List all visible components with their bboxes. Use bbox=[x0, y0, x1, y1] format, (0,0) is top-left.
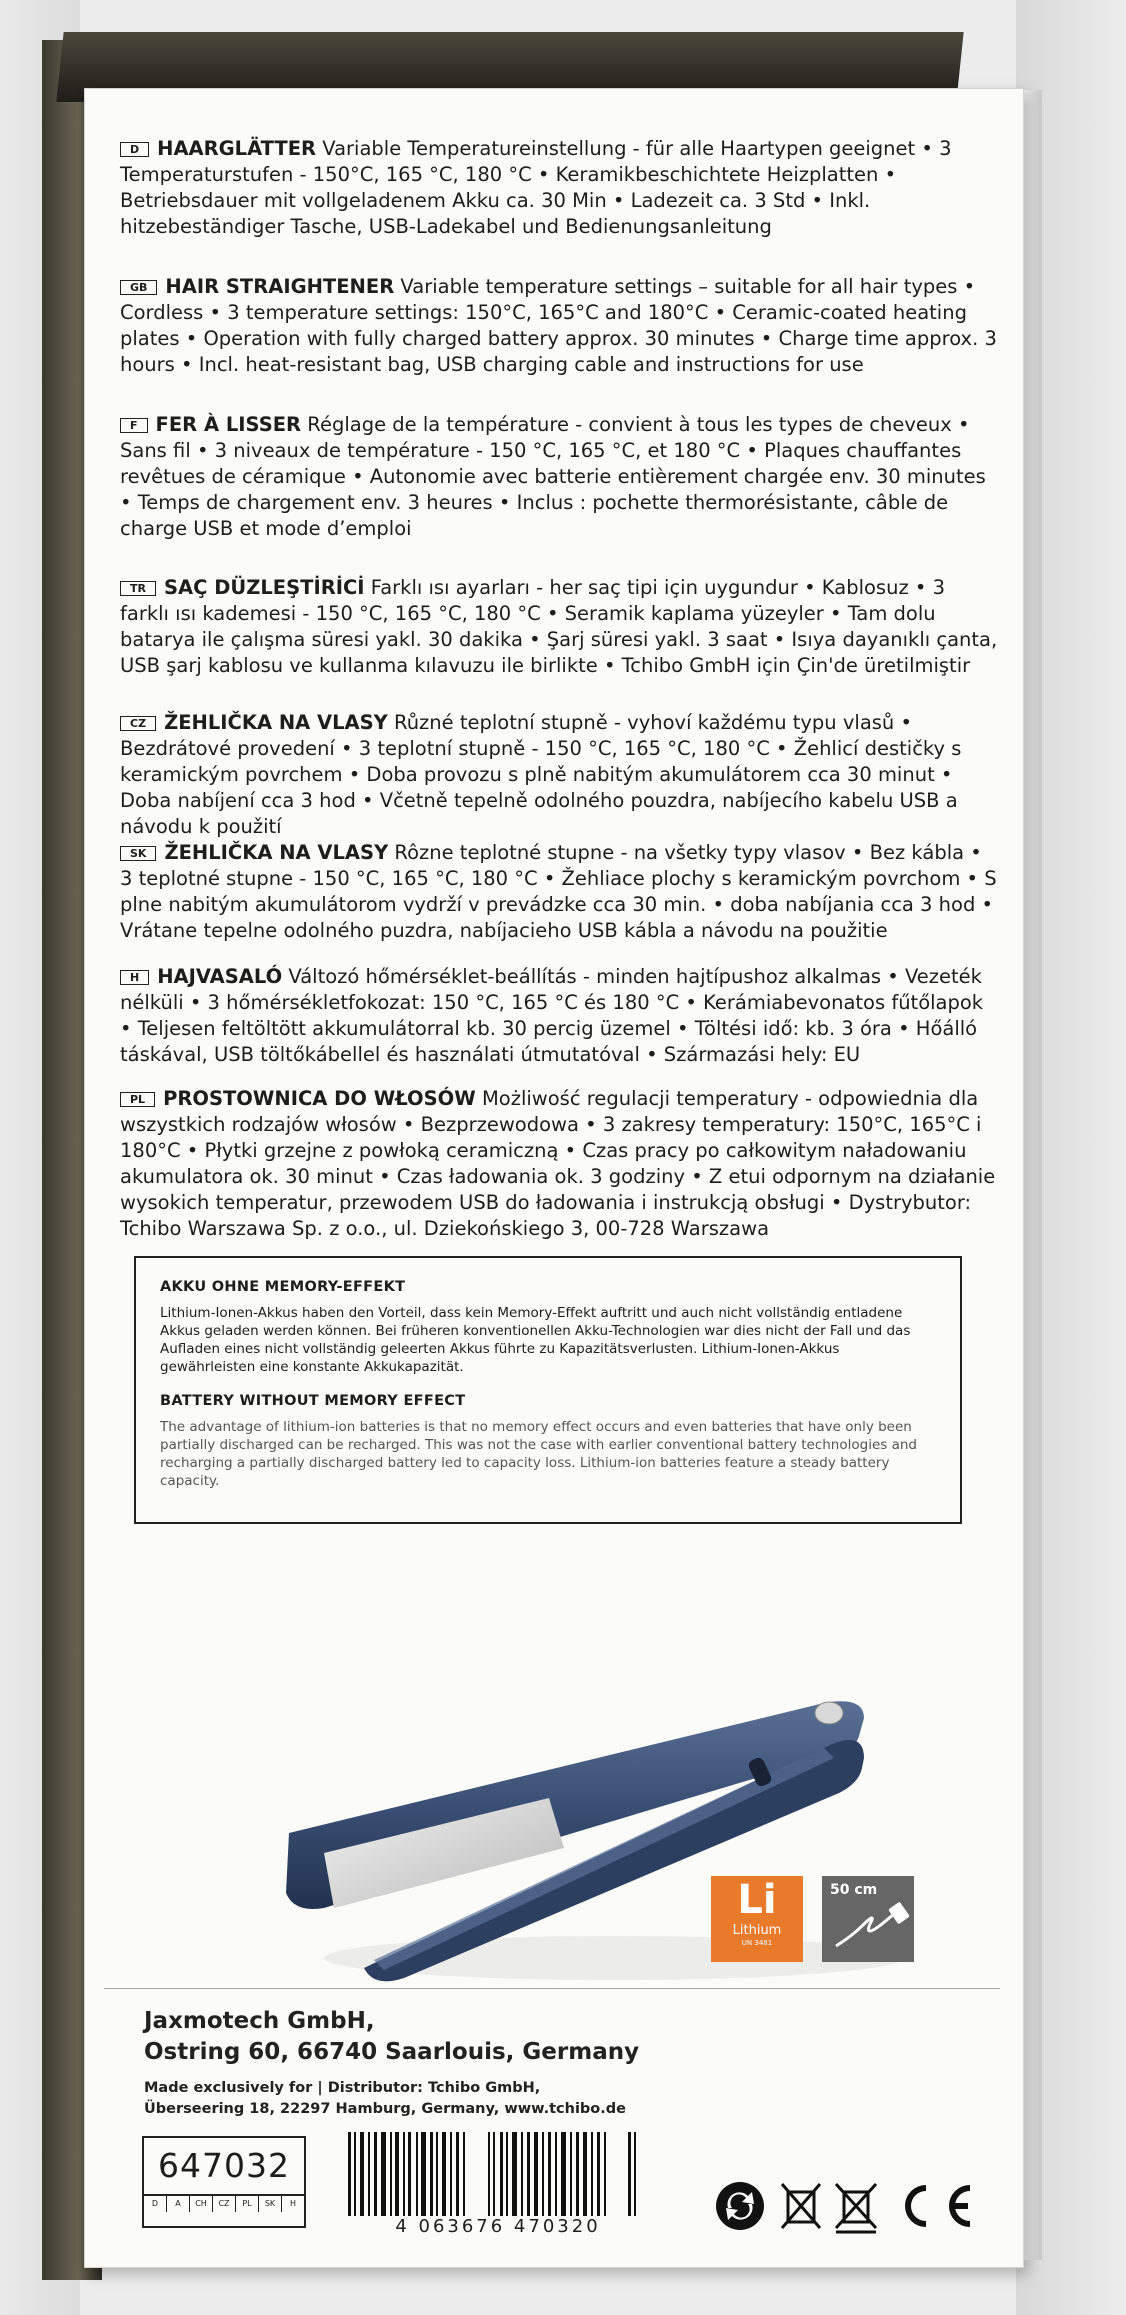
battery-title-en: BATTERY WITHOUT MEMORY EFFECT bbox=[160, 1393, 466, 1409]
lang-block-de bbox=[120, 136, 1000, 240]
compliance-symbols bbox=[712, 2178, 1012, 2234]
country-code: CZ bbox=[213, 2196, 236, 2212]
country-code: CH bbox=[190, 2196, 213, 2212]
lang-text: Variable Temperatureinstellung - für alle Haartypen geeignet • 3 Temperaturstufen - 150°C, 165 °C, 180 °C • Keramikbeschichtete Heizplatten • Betriebsdauer mit vollgeladenem Akku ca. 30 Min • Ladezeit ca. 3 Std • Inkl. hitzebeständiger Tasche, USB-Ladekabel und Bedienungsanleitung bbox=[120, 137, 952, 238]
lang-code-badge: GB bbox=[120, 280, 157, 295]
cable-length-label: 50 cm bbox=[830, 1882, 878, 1898]
lang-title: HAIR STRAIGHTENER bbox=[165, 275, 395, 298]
lang-title: ŽEHLIČKA NA VLASY bbox=[164, 841, 389, 864]
lang-title: ŽEHLIČKA NA VLASY bbox=[164, 711, 388, 734]
lang-code-badge: F bbox=[120, 418, 148, 433]
country-code: A bbox=[167, 2196, 190, 2212]
battery-text-en: The advantage of lithium-ion batteries is that no memory effect occurs and even batteries that have only been partially discharged can be recharged. This was not the case with earlier conventional battery technologies and recharging a partially discharged battery led to capacity loss. Lithium-ion batteries feature a steady battery capacity. bbox=[160, 1419, 917, 1489]
manufacturer-name: Jaxmotech GmbH, bbox=[144, 2008, 375, 2034]
cable-length-badge bbox=[822, 1876, 914, 1962]
lang-block-sk bbox=[120, 840, 1000, 944]
battery-disposal-icon bbox=[836, 2184, 876, 2232]
company-info bbox=[144, 2006, 639, 2120]
lang-text: Různé teplotní stupně - vyhoví každému typu vlasů • Bezdrátové provedení • 3 teplotní stupně - 150 °C, 165 °C, 180 °C • Žehlicí destičky s keramickým povrchem • Doba provozu s plně nabitým akumulátorem cca 30 minut • Doba nabíjení cca 3 hod • Včetně tepelně odolného pouzdra, nabíjecího kabelu USB a návodu k použití bbox=[120, 711, 962, 838]
lang-code-badge: H bbox=[120, 970, 149, 985]
lang-code-badge: CZ bbox=[120, 716, 156, 731]
lang-title: FER À LISSER bbox=[155, 413, 302, 436]
distributor-line-2: Überseering 18, 22297 Hamburg, Germany, www.tchibo.de bbox=[144, 2101, 626, 2117]
lang-block-pl bbox=[120, 1086, 1000, 1242]
country-code: PL bbox=[236, 2196, 259, 2212]
lang-title: SAÇ DÜZLEŞTİRİCİ bbox=[163, 576, 365, 599]
lang-code-badge: SK bbox=[120, 846, 156, 861]
lang-block-gb bbox=[120, 274, 1000, 378]
section-divider bbox=[104, 1988, 1000, 1989]
lang-title: PROSTOWNICA DO WŁOSÓW bbox=[163, 1087, 476, 1110]
lang-text: Możliwość regulacji temperatury - odpowiednia dla wszystkich rodzajów włosów • Bezprzewodowa • 3 zakresy temperatury: 150°C, 165°C i 180°C • Płytki grzejne z powłoką ceramiczną • Czas pracy po całkowitym naładowaniu akumulatora ok. 30 minut • Czas ładowania ok. 3 godziny • Z etui odpornym na działanie wysokich temperatur, przewodem USB do ładowania i instrukcją obsługi • Dystrybutor: Tchibo Warszawa Sp. z o.o., ul. Dziekońskiego 3, 00-728 Warszawa bbox=[120, 1087, 996, 1240]
manufacturer-address: Ostring 60, 66740 Saarlouis, Germany bbox=[144, 2039, 640, 2065]
battery-info-box bbox=[134, 1256, 962, 1524]
country-codes bbox=[144, 2196, 304, 2212]
weee-bin-icon bbox=[782, 2184, 820, 2228]
lang-text: Réglage de la température - convient à tous les types de cheveux • Sans fil • 3 niveaux de température - 150 °C, 165 °C, et 180 °C • Plaques chauffantes revêtues de céramique • Autonomie avec batterie entièrement chargée env. 30 minutes • Temps de chargement env. 3 heures • Inclus : pochette thermorésistante, câble de charge USB et mode d’emploi bbox=[120, 413, 986, 540]
lang-title: HAJVASALÓ bbox=[157, 965, 283, 988]
lang-block-f bbox=[120, 412, 1000, 542]
lang-text: Rôzne teplotné stupne - na všetky typy vlasov • Bez kábla • 3 teplotné stupne - 150 °C, 165 °C, 180 °C • Žehliace plochy s keramickým povrchom • S plne nabitým akumulátorom vydrží v prevádzke cca 30 min. • doba nabíjania cca 3 hod • Vrátane tepelne odolného puzdra, nabíjacieho USB kábla a návodu na použitie bbox=[120, 841, 997, 942]
battery-text-de: Lithium-Ionen-Akkus haben den Vorteil, dass kein Memory-Effekt auftritt und auch nicht vollständig entladene Akkus geladen werden können. Bei früheren konventionellen Akku-Technologien war dies nicht der Fall und das Aufladen eines nicht vollständig geleerten Akkus führte zu Kapazitätsverlusten. Lithium-Ionen-Akkus gewährleisten eine konstante Akkukapazität. bbox=[160, 1305, 911, 1375]
ce-mark-icon bbox=[908, 2188, 970, 2224]
article-number: 647032 bbox=[144, 2138, 304, 2196]
barcode-number: 4 063676 470320 bbox=[328, 2216, 668, 2237]
country-code: D bbox=[144, 2196, 167, 2212]
lang-text: Farklı ısı ayarları - her saç tipi için uygundur • Kablosuz • 3 farklı ısı kademesi - 150 °C, 165 °C, 180 °C • Seramik kaplama yüzeyler • Tam dolu batarya ile çalışma süresi yakl. 30 dakika • Şarj süresi yakl. 3 saat • Isıya dayanıklı çanta, USB şarj kablosu ve kullanma kılavuzu ile birlikte • Tchibo GmbH için Çin'de üretilmiştir bbox=[120, 576, 998, 677]
box-back-panel bbox=[84, 88, 1024, 2268]
country-code: SK bbox=[259, 2196, 282, 2212]
lithium-symbol: Li bbox=[737, 1877, 777, 1923]
lang-code-badge: TR bbox=[120, 581, 156, 596]
recycling-icon bbox=[716, 2182, 764, 2230]
battery-title-de: AKKU OHNE MEMORY-EFFEKT bbox=[160, 1279, 406, 1295]
country-code: H bbox=[289, 2199, 296, 2208]
lang-title: HAARGLÄTTER bbox=[157, 137, 317, 160]
lang-text: Változó hőmérséklet-beállítás - minden hajtípushoz alkalmas • Vezeték nélküli • 3 hőmérsékletfokozat: 150 °C, 165 °C és 180 °C • Kerámiabevonatos fűtőlapok • Teljesen feltöltött akkumulátorral kb. 30 percig üzemel • Töltési idő: kb. 3 óra • Hőálló táskával, USB töltőkábellel és használati útmutatóval • Származási hely: EU bbox=[120, 965, 984, 1066]
lithium-badge bbox=[711, 1876, 803, 1962]
lang-block-cz bbox=[120, 710, 1000, 840]
lang-block-h bbox=[120, 964, 1000, 1068]
distributor-line-1: Made exclusively for | Distributor: Tchibo GmbH, bbox=[144, 2080, 541, 2096]
lang-text: Variable temperature settings – suitable for all hair types • Cordless • 3 temperature settings: 150°C, 165°C and 180°C • Ceramic-coated heating plates • Operation with fully charged battery approx. 30 minutes • Charge time approx. 3 hours • Incl. heat-resistant bag, USB charging cable and instructions for use bbox=[120, 275, 997, 376]
box-right-edge bbox=[1022, 90, 1042, 2260]
lithium-un-number: UN 3481 bbox=[741, 1939, 773, 1947]
lang-code-badge: D bbox=[120, 142, 149, 157]
lithium-label: Lithium bbox=[732, 1923, 782, 1938]
lang-block-tr bbox=[120, 575, 1000, 679]
article-number-box bbox=[142, 2136, 306, 2228]
lang-code-badge: PL bbox=[120, 1092, 155, 1107]
